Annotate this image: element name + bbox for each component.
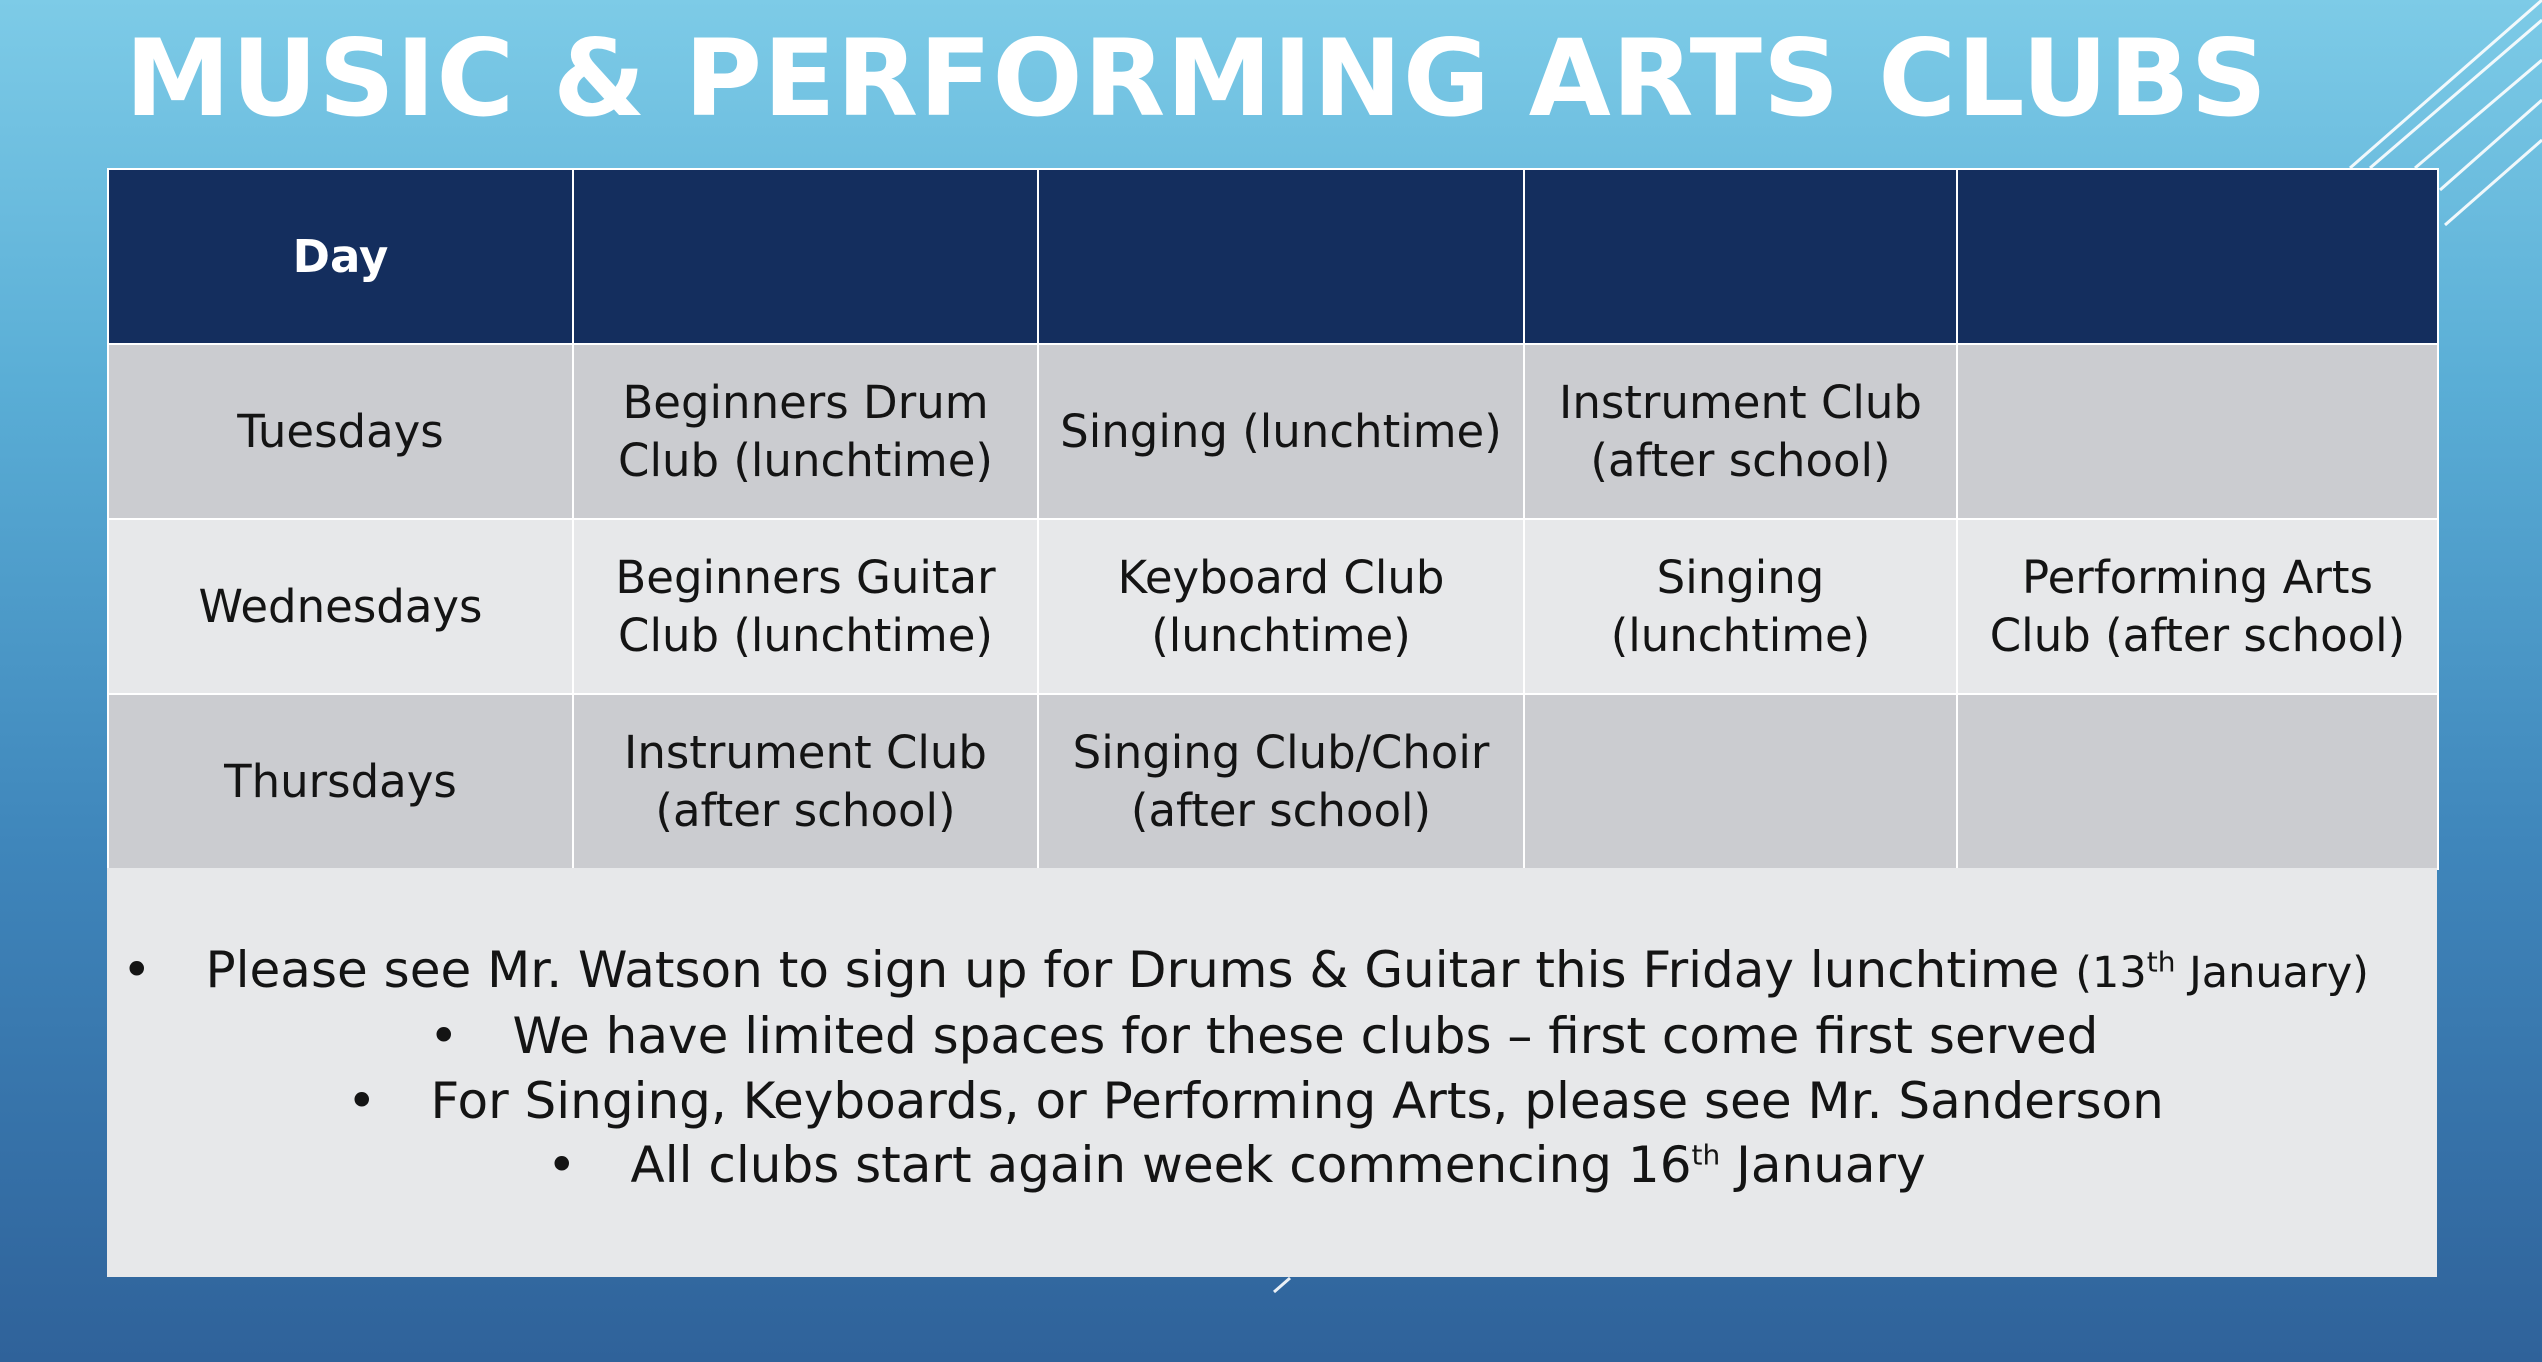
header-col-3 bbox=[1038, 169, 1524, 344]
note-limited-spaces bbox=[429, 1007, 2099, 1065]
bullet-icon: • bbox=[122, 941, 152, 999]
bullet-icon: • bbox=[347, 1072, 377, 1130]
club-cell: Keyboard Club (lunchtime) bbox=[1038, 519, 1524, 694]
day-cell: Tuesdays bbox=[108, 344, 573, 519]
day-cell: Wednesdays bbox=[108, 519, 573, 694]
club-cell: Singing Club/Choir (after school) bbox=[1038, 694, 1524, 869]
club-cell bbox=[1957, 344, 2438, 519]
club-cell: Singing (lunchtime) bbox=[1038, 344, 1524, 519]
club-cell: Beginners Guitar Club (lunchtime) bbox=[573, 519, 1038, 694]
note-text: All clubs start again week commencing 16 bbox=[630, 1136, 1692, 1194]
header-col-4 bbox=[1524, 169, 1957, 344]
note-signup-drums-guitar bbox=[122, 941, 2369, 999]
table-row bbox=[108, 519, 2438, 694]
bullet-icon: • bbox=[547, 1136, 577, 1194]
club-cell bbox=[1524, 694, 1957, 869]
note-clubs-restart: • All clubs start again week commencing 16th January bbox=[547, 1136, 1926, 1194]
header-day: Day bbox=[108, 169, 573, 344]
club-cell bbox=[1957, 694, 2438, 869]
day-cell: Thursdays bbox=[108, 694, 573, 869]
club-cell: Singing (lunchtime) bbox=[1524, 519, 1957, 694]
table-row bbox=[108, 344, 2438, 519]
club-cell: Beginners Drum Club (lunchtime) bbox=[573, 344, 1038, 519]
notes-panel bbox=[107, 868, 2437, 1277]
bullet-icon: • bbox=[429, 1007, 459, 1065]
note-date: (13th January) bbox=[2075, 945, 2369, 998]
header-col-5 bbox=[1957, 169, 2438, 344]
club-cell: Instrument Club (after school) bbox=[1524, 344, 1957, 519]
table-row bbox=[108, 694, 2438, 869]
note-text: Please see Mr. Watson to sign up for Drums & Guitar this Friday lunchtime bbox=[205, 941, 2060, 999]
note-text: For Singing, Keyboards, or Performing Arts, please see Mr. Sanderson bbox=[430, 1072, 2164, 1130]
club-cell: Instrument Club (after school) bbox=[573, 694, 1038, 869]
clubs-timetable bbox=[107, 168, 2439, 870]
note-text: We have limited spaces for these clubs – first come first served bbox=[512, 1007, 2099, 1065]
header-col-2 bbox=[573, 169, 1038, 344]
table-header-row bbox=[108, 169, 2438, 344]
note-see-mr-sanderson bbox=[347, 1072, 2164, 1130]
club-cell: Performing Arts Club (after school) bbox=[1957, 519, 2438, 694]
page-title: MUSIC & PERFORMING ARTS CLUBS bbox=[125, 17, 2268, 140]
